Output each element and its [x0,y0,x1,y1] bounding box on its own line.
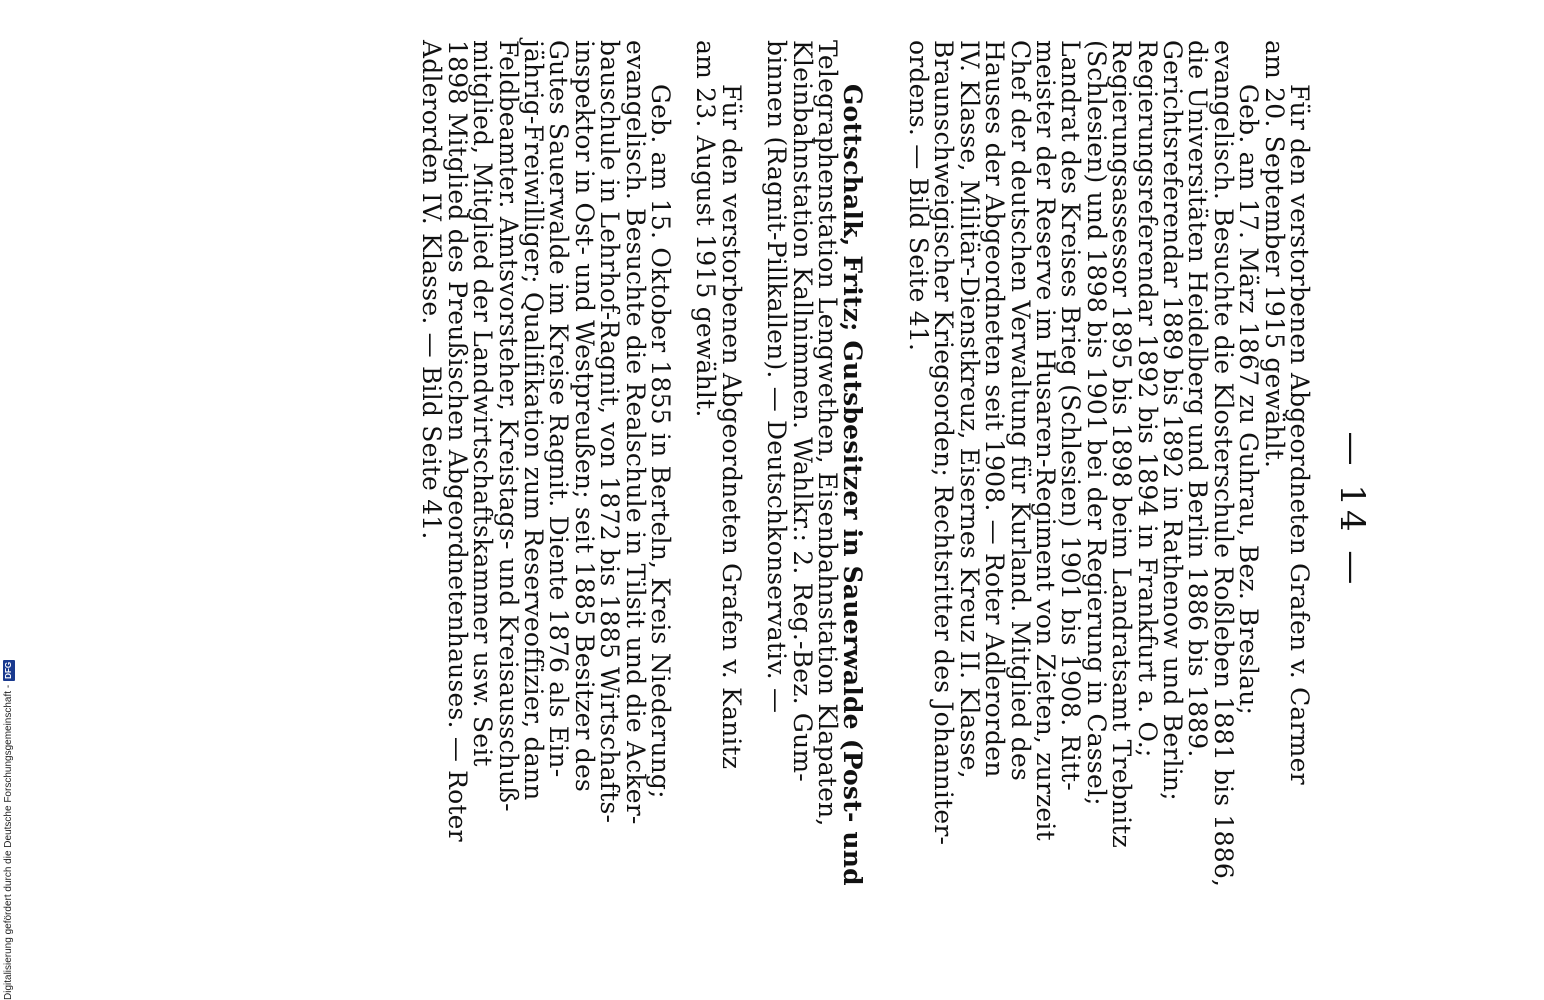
bio-line: die Universitäten Heidelberg und Berlin 1886 bis 1889. [1183,40,1213,758]
credit-text: Digitalisierung gefördert durch die Deutsche Forschungsgemeinschaft - [3,684,14,1000]
bio-line: jährig-Freiwilliger; Qualifikation zum Reserveoffizier, dann [519,40,549,801]
digitization-credit [2,0,16,1000]
entry-first [903,40,1314,980]
entry-spacer [866,40,906,980]
entry-address: Telegraphenstation Lengwethen, Eisenbahnstation Klapaten, [813,40,843,827]
bio-line: Feldbeamter. Amtsvorsteher, Kreistags- und Kreisausschuß- [493,40,523,812]
page-number: — 14 — [1332,431,1372,589]
bio-line: Chef der deutschen Verwaltung für Kurland. Mitglied des [1005,40,1035,781]
election-date: am 23. August 1915 gewählt. [691,40,721,418]
bio-line: Regierungsassessor 1895 bis 1898 beim Landratsamt Trebnitz [1107,40,1137,849]
election-note: Für den verstorbenen Abgeordneten Grafen v. Kanitz [716,84,746,770]
bio-line: Braunschweigischer Kriegsorden; Rechtsritter des Johanniter- [929,40,959,846]
bio-line: Hauses der Abgeordneten seit 1908. — Roter Adlerorden [980,40,1010,778]
entry-party: binnen (Ragnit-Pillkallen). — Deutschkonservativ. — [762,40,792,714]
bio-line: meister der Reserve im Husaren-Regiment von Zieten, zurzeit [1030,40,1060,841]
entry-heading: Gottschalk, Fritz; Gutsbesitzer in Sauerwalde (Post- und [838,84,868,886]
bio-line: IV. Klasse, Militär-Dienstkreuz, Eisernes Kreuz II. Klasse, [954,40,984,779]
bio-line: Regierungsreferendar 1892 bis 1894 in Frankfurt a. O.; [1132,40,1162,758]
bio-line: Geb. am 17. März 1867 zu Guhrau, Bez. Breslau; [1234,84,1264,716]
bio-line: (Schlesien) und 1898 bis 1901 bei der Regierung in Cassel; [1081,40,1111,806]
bio-line: ordens. — Bild Seite 41. [903,40,933,352]
dfg-logo: DFG [4,661,13,679]
bio-line: bauschule in Lehrhof-Ragnit, von 1872 bis 1885 Wirtschafts- [595,40,625,824]
bio-line: 1898 Mitglied des Preußischen Abgeordnetenhauses. — Roter [442,40,472,842]
bio-line: Landrat des Kreises Brieg (Schlesien) 1901 bis 1908. Ritt- [1056,40,1086,791]
biography-entries [419,40,1312,980]
line-spacer [673,40,693,980]
bio-line: Adlerorden IV. Klasse. — Bild Seite 41. [417,40,447,540]
bio-line: Gerichtsreferendar 1889 bis 1892 in Rathenow und Berlin; [1157,40,1187,801]
line-spacer [744,40,764,980]
bio-line: evangelisch. Besuchte die Realschule in Tilsit und die Acker- [620,40,650,825]
bio-line: mitglied, Mitglied der Landwirtschaftskammer usw. Seit [468,40,498,767]
bio-line: Geb. am 15. Oktober 1855 in Berteln, Kreis Niederung; [646,84,676,799]
bio-line: Gutes Sauerwalde im Kreise Ragnit. Diente 1876 als Ein- [544,40,574,778]
entry-gottschalk [419,40,866,980]
bio-line: inspektor in Ost- und Westpreußen; seit 1885 Besitzer des [569,40,599,793]
election-note: Für den verstorbenen Abgeordneten Grafen v. Carmer [1285,84,1314,785]
rotated-text-block [72,40,1372,980]
election-date: am 20. September 1915 gewählt. [1259,40,1289,469]
bio-line: evangelisch. Besuchte die Klosterschule Roßleben 1881 bis 1886, [1208,40,1238,888]
entry-address: Kleinbahnstation Kallnimmen. Wahlkr.: 2. Reg.-Bez. Gum- [787,40,817,782]
